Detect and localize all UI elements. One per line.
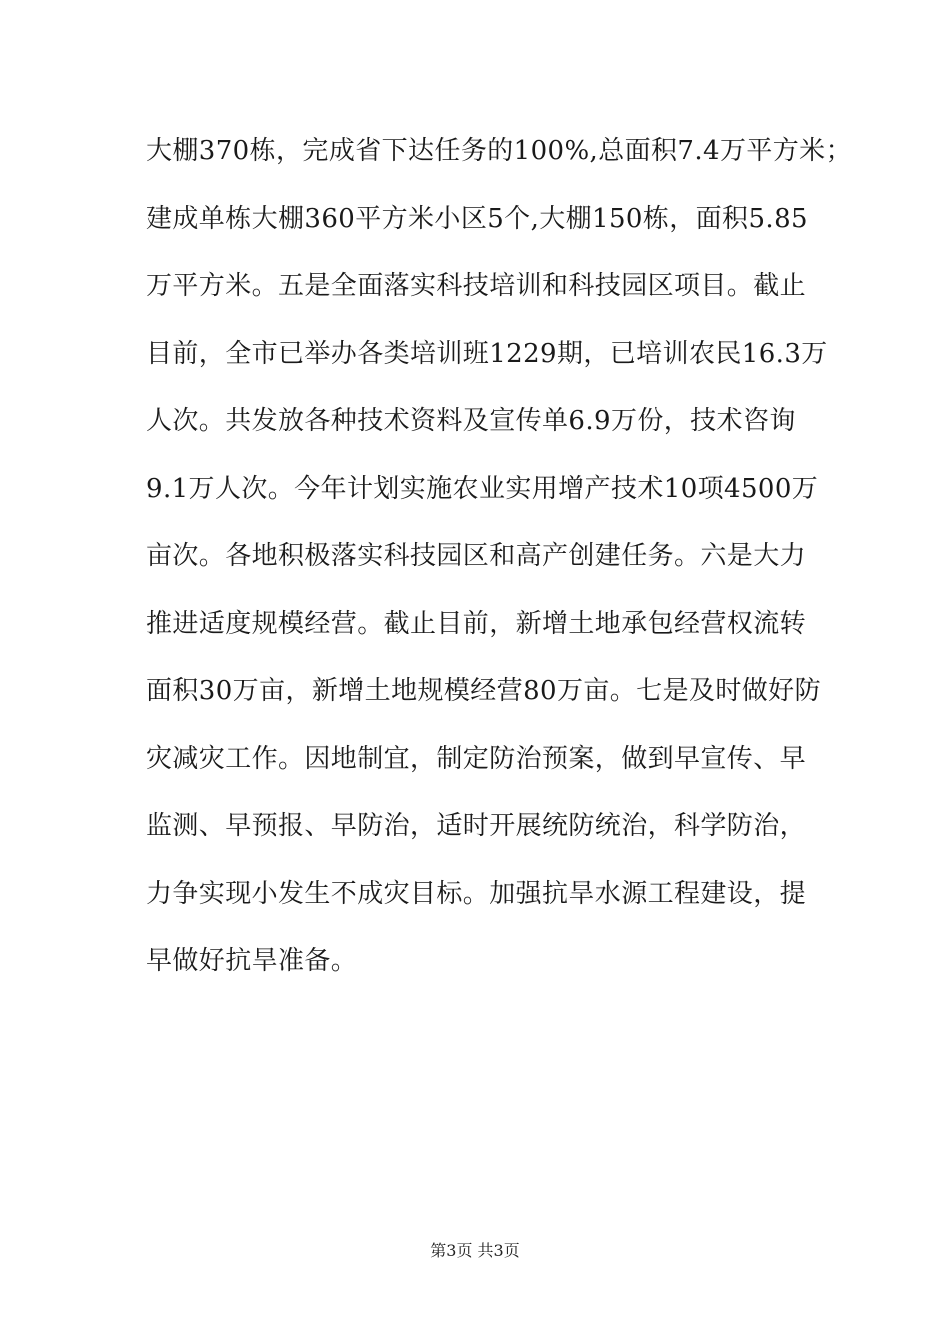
page-number-footer: 第3页 共3页 <box>430 1241 520 1260</box>
text-line: 亩次。各地积极落实科技园区和高产创建任务。六是大力 <box>146 541 807 571</box>
text-line: 目前，全市已举办各类培训班1229期，已培训农民16.3万 <box>146 338 828 369</box>
text-line: 人次。共发放各种技术资料及宣传单6.9万份，技术咨询 <box>146 406 796 436</box>
body-paragraph <box>146 124 852 1002</box>
text-line: 力争实现小发生不成灾目标。加强抗旱水源工程建设，提 <box>146 878 807 909</box>
text-line: 大棚370栋，完成省下达任务的100%,总面积7.4万平方米； <box>146 136 852 166</box>
text-line: 万平方米。五是全面落实科技培训和科技园区项目。截止 <box>146 271 807 301</box>
text-line: 面积30万亩，新增土地规模经营80万亩。七是及时做好防 <box>146 676 821 706</box>
text-line: 监测、早预报、早防治，适时开展统防统治，科学防治， <box>146 811 807 841</box>
text-line: 推进适度规模经营。截止目前，新增土地承包经营权流转 <box>146 608 807 639</box>
text-line: 9.1万人次。今年计划实施农业实用增产技术10项4500万 <box>146 473 819 504</box>
text-line: 建成单栋大棚360平方米小区5个,大棚150栋，面积5.85 <box>146 203 808 234</box>
text-line: 灾减灾工作。因地制宜，制定防治预案，做到早宣传、早 <box>146 743 807 774</box>
text-line: 早做好抗旱准备。 <box>146 946 358 976</box>
